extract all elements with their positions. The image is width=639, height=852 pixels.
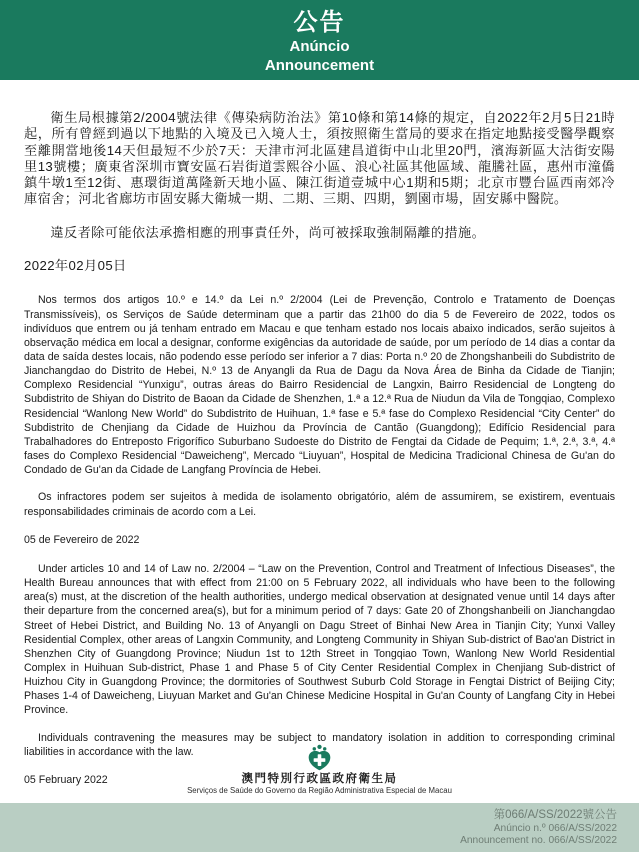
zh-paragraph-main: 衛生局根據第2/2004號法律《傳染病防治法》第10條和第14條的規定，自2022年2月5日21時起，所有曾經到過以下地點的入境及已入境人士，須按照衛生當局的要求在指定地點接受醫學觀察至離開當地後14天但最短不少於7天：天津市河北區建昌道街中山北里20門，濱海新區大沽街安陽里13號樓；廣東省深圳市寶安區石岩街道雲熙谷小區、浪心社區其他區域、龍騰社區，惠州市潼僑鎮牛墩1至12街、惠環街道萬隆新天地小區、陳江街道壹城中心1期和5期；北京市豐台區西南郊冷庫宿舍；河北省廊坊市固安縣大衛城一期、二期、三期、四期，劉園市場，固安縣中醫院。 — [24, 110, 615, 207]
en-date: 05 February 2022 — [24, 773, 108, 786]
org-signature-block — [0, 744, 639, 803]
footer-reference-band — [0, 803, 639, 852]
en-paragraph-main: Under articles 10 and 14 of Law no. 2/2004 – “Law on the Prevention, Control and Treatment of Infectious Diseases”, the Health Bureau announces that with effect from 21:00 on 5 February 2022, all individuals who have been to the following area(s) must, at the discretion of the health authorities, undergo medical observation at designated venue until 14 days after their departure from the concerned area(s), but for a minimum period of 7 days: Gate 20 of Zhongshanbeili on Jianchangdao Street of Hebei District, and Building No. 13 of Anyangli on Dagu Street of Binhai New Area in Tianjin City; Yunxi Valley Residential Complex, other areas of Langxin Community, and Longteng Community in Shiyan Sub-district of Bao'an District in Shenzhen City of Guangdong Province; Niudun 1st to 12th Street in Tongqiao Town, Wanlong New World Residential Complex in Huihuan Sub-district, Phase 1 and Phase 5 of City Center Residential Complex in Chenjiang Sub-district of Huizhou City in Guangdong Province; the dormitories of Southwest Suburb Cold Storage in Fengtai District of Beijing City; Phases 1-4 of Daweicheng, Liuyuan Market and Gu'an Chinese Medicine Hospital in Gu'an County of Langfang City in Hebei Province. — [24, 562, 615, 717]
org-name-pt: Serviços de Saúde do Governo da Região Administrativa Especial de Macau — [187, 786, 452, 795]
page-title-en: Announcement — [264, 57, 375, 74]
page-title-zh: 公告 — [293, 9, 346, 36]
pt-paragraph-penalty: Os infractores podem ser sujeitos à medida de isolamento obrigatório, além de assumirem, se existirem, eventuais responsabilidades criminais de acordo com a Lei. — [24, 491, 615, 518]
page-title-pt: Anúncio — [289, 38, 350, 55]
zh-paragraph-penalty: 違反者除可能依法承擔相應的刑事責任外，尚可被採取強制隔離的措施。 — [50, 224, 486, 240]
reference-number-en: Announcement no. 066/A/SS/2022 — [460, 834, 617, 846]
org-name-zh: 澳門特別行政區政府衛生局 — [241, 773, 398, 785]
pt-paragraph-main: Nos termos dos artigos 10.º e 14.º da Lei n.º 2/2004 (Lei de Prevenção, Controlo e Tratamento de Doenças Transmissíveis), os Serviços de Saúde determinam que a partir das 21h00 do dia 5 de Fevereiro de 2022, todos os indivíduos que entrem ou já tenham entrado em Macau e que tenham estado nos locais abaixo indicados, serão sujeitos à observação médica em local a designar, conforme exigências da autoridade de saúde, por um período de 14 dias a contar da data de saída destes locais, não podendo esse período ser inferior a 7 dias: Porta n.º 20 de Zhongshanbeili do Subdistrito de Jianchangdao do Distrito de Hebei, N.º 13 de Anyangli da Rua de Dagu da Nova Área de Binha da Cidade de Tianjin; Complexo Residencial “Yunxigu”, outras áreas do Bairro Residencial de Langxin, Bairro Residencial de Longteng do Subdistrito de Shiyan do Distrito de Baoan da Cidade de Shenzhen, 1.ª a 12.ª Rua de Niudun da Vila de Tongqiao, Complexo Residencial “Wanlong New World” do Subdistrito de Huihuan, 1.ª fase e 5.ª fase do Complexo Residencial “City Center” do Subdistrito de Chenjiang da Cidade de Huizhou da Província de Cantão (Guangdong); Edifício Residencial para Trabalhadores do Entreposto Frigorífico Suburbano Sudoeste do Distrito de Fengtai da Cidade de Pequim; 1.ª, 2.ª, 3.ª, 4.ª fases do Complexo Residencial “Daweicheng”, Mercado “Liuyuan”, Hospital de Medicina Tradicional Chinesa de Gu'an do Condado de Gu'an da Cidade de Langfang Província de Hebei. — [24, 294, 615, 477]
reference-number-zh: 第066/A/SS/2022號公告 — [493, 809, 617, 821]
pt-date: 05 de Fevereiro de 2022 — [24, 533, 140, 546]
en-paragraph-penalty: Individuals contravening the measures may be subject to mandatory isolation in addition to corresponding criminal liabilities in accordance with the law. — [24, 731, 615, 758]
header-banner — [0, 0, 639, 80]
document-body — [0, 110, 639, 787]
reference-number-pt: Anúncio n.º 066/A/SS/2022 — [493, 822, 617, 834]
health-bureau-logo-icon — [306, 744, 333, 771]
zh-date: 2022年02月05日 — [24, 258, 127, 274]
